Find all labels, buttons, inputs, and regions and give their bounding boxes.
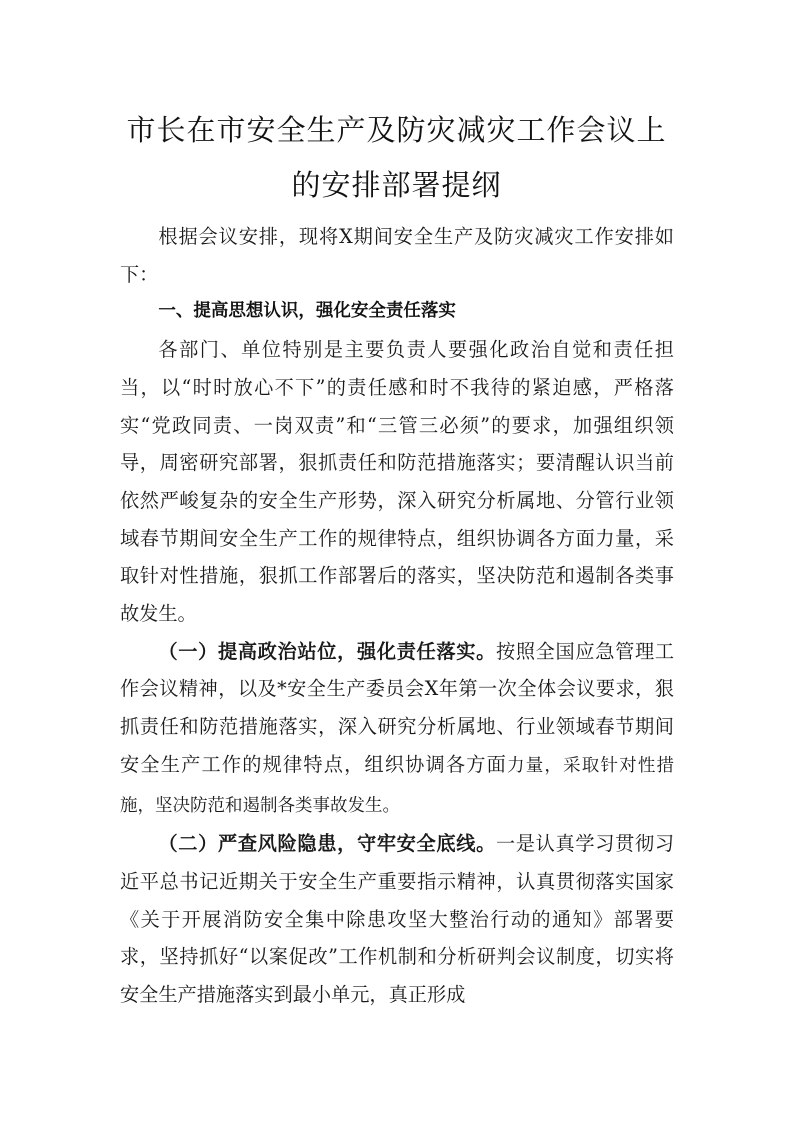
intro-paragraph: 根据会议安排，现将X期间安全生产及防灾减灾工作安排如下： <box>120 225 674 286</box>
section-1-paragraph: 各部门、单位特别是主要负责人要强化政治自觉和责任担当，以“时时放心不下”的责任感和时不我待的紧迫感，严格落实“党政同责、一岗双责”和“三管三必须”的要求，加强组织领导，周密研究部署，狠抓责任和防范措施落实；要清醒认识当前依然严峻复杂的安全生产形势，深入研究分析属地、分管行业领域春节期间安全生产工作的规律特点，组织协调各方面力量，采取针对性措施，狠抓工作部署后的落实，坚决防范和遏制各类事故发生。 <box>120 338 674 626</box>
item-2-body: 一是认真学习贯彻习近平总书记近期关于安全生产重要指示精神，认真贯彻落实国家《关于开展消防安全集中除患攻坚大整治行动的通知》部署要求，坚持抓好“以案促改”工作机制和分析研判会议制度，切实将安全生产措施落实到最小单元，真正形成 <box>120 832 675 1007</box>
item-1-paragraph <box>120 633 674 826</box>
section-1-heading: 一、提高思想认识，强化安全责任落实 <box>158 301 456 322</box>
item-2-paragraph <box>120 825 674 1014</box>
item-2-lead: （二）严查风险隐患，守牢安全底线。 <box>158 832 496 856</box>
item-1-tail: 力量，采取针对性措施，坚决防范和遏制各类事故发生。 <box>120 755 675 816</box>
document-body <box>120 218 674 1014</box>
document-title-line-2: 的安排部署提纲 <box>291 168 502 202</box>
document-title-line-1: 市长在市安全生产及防灾减灾工作会议上 <box>126 113 667 147</box>
item-1-body: 按照全国应急管理工作会议精神，以及*安全生产委员会X年第一次全体会议要求，狠抓责任和防范措施落实，深入研究分析属地、行业领域春节期间安全生产工作的规律特点，组织协调各方面 <box>120 639 675 776</box>
item-1-lead: （一）提高政治站位，强化责任落实。 <box>158 639 496 663</box>
